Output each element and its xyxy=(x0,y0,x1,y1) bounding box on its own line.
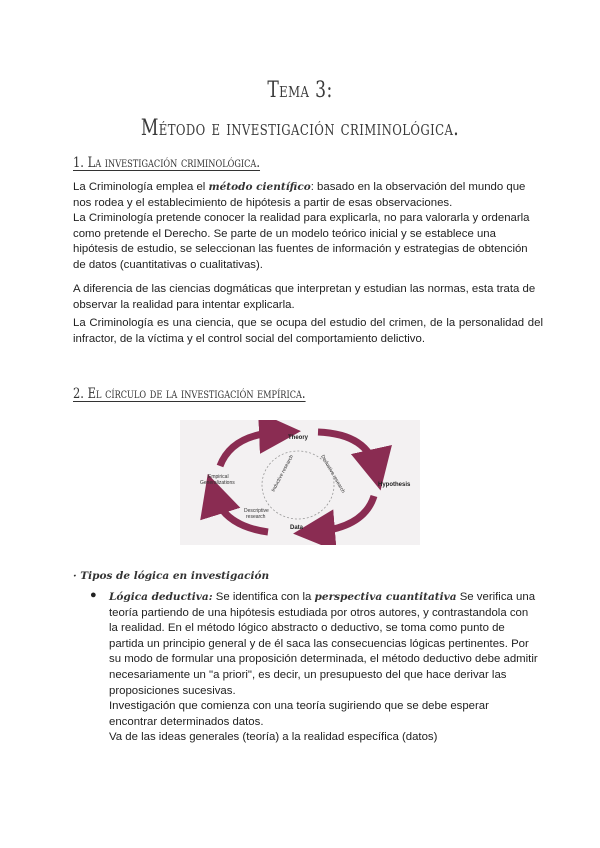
bullet-text-4: Va de las ideas generales (teoría) a la realidad específica (datos) xyxy=(109,731,438,744)
arrow-hypothesis-to-data xyxy=(314,496,374,532)
paragraph-1 xyxy=(73,180,543,274)
section-1-heading: 1. La investigación criminológica. xyxy=(73,155,261,171)
section-2-heading: 2. El círculo de la investigación empírica. xyxy=(73,386,306,402)
label-descriptive: Descriptive xyxy=(244,508,269,514)
label-deductive: Deductive research xyxy=(319,454,347,495)
label-inductive: Inductive research xyxy=(270,454,295,493)
p1-text-c: La Criminología pretende conocer la realidad para explicarla, no para valorarla y ordenarla como pretende el Derecho. Se parte de un modelo teórico inicial y se establece una hipótesis de estudio, se seleccionan las fuentes de información y estrategias de obtención de datos (cuantitativas o cualitativas). xyxy=(73,212,530,271)
arrow-generalizations-to-theory xyxy=(220,432,280,466)
bullet-text-1: Se identifica con la xyxy=(212,591,315,603)
label-research: research xyxy=(246,514,266,520)
bullet-dot-icon: ● xyxy=(90,589,97,601)
title-line-1: Tema 3: xyxy=(267,78,333,103)
label-empirical: Empirical xyxy=(208,474,229,480)
bullet-text-3: Investigación que comienza con una teoría sugiriendo que se debe esperar encontrar determinados datos. xyxy=(109,700,489,728)
bullet-text-2: Se verifica una teoría partiendo de una hipótesis estudiada por otros autores, y contrastandola con la realidad. En el método lógico abstracto o deductivo, se toma como punto de partida un principio general y de él saca las consecuencias lógicas pertinentes. Por su modo de formular una proposición determinada, el método deductivo debe admitir necesariamente un "a priori", es decir, un presupuesto del que hace derivar las proposiciones sucesivas. xyxy=(109,591,538,697)
label-generalizations: Generalizations xyxy=(200,480,235,486)
title-line-2: Método e investigación criminológica. xyxy=(140,116,460,141)
label-hypothesis: Hypothesis xyxy=(378,482,411,488)
bullet-deductive xyxy=(109,590,539,746)
label-theory: Theory xyxy=(288,435,309,441)
paragraph-3: La Criminología es una ciencia, que se ocupa del estudio del crimen, de la personalidad del infractor, de la víctima y el control social del comportamiento delictivo. xyxy=(73,317,543,345)
p1-emphasis: método científico xyxy=(208,181,311,193)
bullet-emphasis: perspectiva cuantitativa xyxy=(314,591,457,603)
research-circle-diagram xyxy=(180,420,420,545)
bullet-label: Lógica deductiva: xyxy=(109,591,213,603)
logic-types-heading: · Tipos de lógica en investigación xyxy=(73,570,270,582)
paragraph-2: A diferencia de las ciencias dogmáticas que interpretan y estudian las normas, esta trata de observar la realidad para intentar explicarla. xyxy=(73,283,536,311)
label-data: Data xyxy=(290,525,304,531)
p1-text-a: La Criminología emplea el xyxy=(73,181,209,193)
p1-text-b: : basado en la observación del mundo que nos rodea y el establecimiento de hipótesis a partir de esas observaciones. xyxy=(73,181,526,209)
